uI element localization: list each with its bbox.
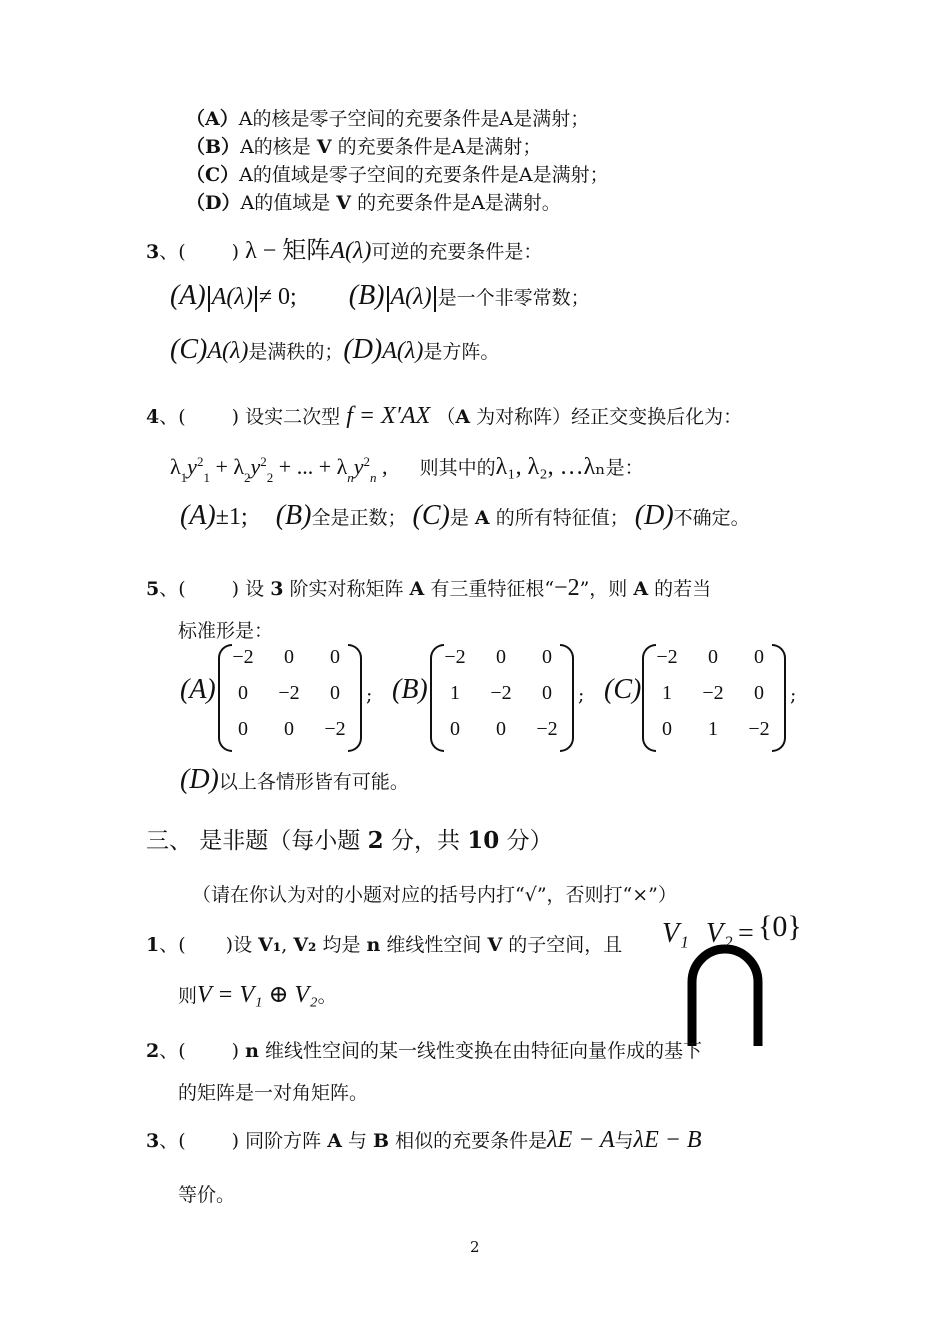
a-symbol: A <box>455 406 471 428</box>
stem-text: 设 <box>245 578 265 600</box>
stem-text: 与 <box>347 1130 367 1152</box>
option-text: 全是正数； <box>311 507 407 529</box>
option-tag: （A） <box>186 108 239 130</box>
option-text: A的值域是零子空间的充要条件是A是满射； <box>239 164 609 186</box>
stem-text: 与 <box>614 1130 634 1152</box>
stem-text: （ <box>436 406 456 428</box>
matrix-cell: 0 <box>496 646 506 668</box>
tf1-line2 <box>178 980 337 1009</box>
bracket-open: 、( <box>159 406 186 428</box>
period: 。 <box>317 985 337 1007</box>
option-text: 以上各情形皆有可能。 <box>218 771 409 793</box>
stem-text: ”，则 <box>579 578 628 600</box>
matrix-cell: 1 <box>708 718 718 740</box>
matrix-cell: 0 <box>330 646 340 668</box>
stem-text: 均是 <box>322 934 361 956</box>
cap-lhs: V₁ <box>662 918 689 949</box>
quadratic-form: f = X′AX <box>346 403 431 429</box>
option-text: A的核是 <box>240 136 311 158</box>
option-tag: (D) <box>634 500 674 531</box>
matrix-cell: 0 <box>330 682 340 704</box>
section-title-text: 三、 是非题（每小题 <box>146 828 368 854</box>
stem-text: 阶实对称矩阵 <box>289 578 404 600</box>
bracket-open: 、( <box>159 934 186 956</box>
v-symbol: V <box>336 192 352 214</box>
bracket-open: 、( <box>159 1040 186 1062</box>
option-tag: （D） <box>186 192 241 214</box>
bracket-close: ) <box>231 1040 240 1062</box>
char-matrix-a: λE − A <box>547 1127 615 1153</box>
equals-sign: = <box>738 918 754 949</box>
matrix-cell: 0 <box>708 646 718 668</box>
semicolon: ; <box>366 684 373 706</box>
stem-text: 设实二次型 <box>245 406 341 428</box>
matrix-symbol: A(λ) <box>211 284 253 310</box>
matrix-symbol: A(λ) <box>330 238 372 264</box>
matrix-cell: 0 <box>284 718 294 740</box>
option-text: A的核是零子空间的充要条件是A是满射； <box>238 108 590 130</box>
bracket-close: ) <box>231 1130 240 1152</box>
q4-options <box>180 500 750 532</box>
stem-text: 相似的充要条件是 <box>395 1130 548 1152</box>
n-symbol: n <box>245 1040 259 1062</box>
q5-stem <box>146 574 711 602</box>
stem-text: 维线性空间 <box>386 934 482 956</box>
matrix-cell: −2 <box>536 718 558 740</box>
option-text: 是一个非零常数； <box>437 287 590 309</box>
v-symbol: V <box>487 934 503 956</box>
q5-stem-line2: 标准形是： <box>178 620 274 642</box>
matrix-cell: −2 <box>490 682 512 704</box>
option-tag: (A) <box>170 280 206 311</box>
v-symbol: V <box>316 136 332 158</box>
matrix-cell: −2 <box>702 682 724 704</box>
det-bar-left <box>387 286 389 312</box>
option-tag: (C) <box>170 334 208 365</box>
tf2-stem <box>146 1036 702 1063</box>
matrix-cell: 0 <box>542 682 552 704</box>
option-text: 的所有特征值； <box>495 507 629 529</box>
zero-set: {0} <box>758 910 802 943</box>
lambda-matrix-label: λ − 矩阵 <box>245 238 331 264</box>
comma: , <box>281 934 288 956</box>
matrix-symbol: A(λ) <box>207 338 249 364</box>
bracket-close: ) <box>231 578 240 600</box>
bracket-close: ) <box>231 406 240 428</box>
question-number: 3 <box>146 241 160 263</box>
q2-option-d <box>186 188 561 215</box>
option-tag: (B) <box>348 280 385 311</box>
option-tag: (C) <box>412 500 450 531</box>
matrix-cell: 0 <box>754 646 764 668</box>
tf2-line2: 的矩阵是一对角矩阵。 <box>178 1082 369 1104</box>
q3-options-row1 <box>170 280 590 312</box>
b-symbol: B <box>373 1130 390 1152</box>
semicolon: ; <box>790 684 797 706</box>
v1-symbol: V₁ <box>258 934 282 956</box>
matrix-c <box>642 644 786 748</box>
matrix-cell: −2 <box>748 718 770 740</box>
bracket-close: ) <box>231 241 240 263</box>
question-number: 5 <box>146 578 160 600</box>
tf3-line2: 等价。 <box>178 1184 236 1206</box>
eigenvalue-list: λ₁, λ₂, …λₙ <box>495 454 606 480</box>
stem-text: 的若当 <box>654 578 712 600</box>
q3-stem <box>146 230 542 265</box>
n-symbol: n <box>366 934 381 956</box>
matrix-cell: −2 <box>278 682 300 704</box>
det-bar-right <box>255 286 257 312</box>
bracket-close: ) <box>225 934 234 956</box>
tf1-stem <box>146 930 622 957</box>
section-title-text: 分，共 <box>383 828 468 854</box>
option-text: ±1; <box>215 504 248 530</box>
bracket-open: 、( <box>159 578 186 600</box>
matrix-cell: 0 <box>496 718 506 740</box>
option-tag: (D) <box>343 334 383 365</box>
matrix-cell: 0 <box>284 646 294 668</box>
option-tag: (D) <box>180 764 219 795</box>
matrix-cell: −2 <box>324 718 346 740</box>
option-text: A的值域是 <box>240 192 331 214</box>
matrix-a <box>218 644 362 748</box>
a-symbol: A <box>633 578 649 600</box>
bracket-open: 、( <box>159 241 186 263</box>
a-symbol: A <box>409 578 425 600</box>
matrix-cell: −2 <box>656 646 678 668</box>
matrix-symbol: A(λ) <box>390 284 432 310</box>
q2-option-c <box>186 160 609 187</box>
det-bar-left <box>208 286 210 312</box>
char-matrix-b: λE − B <box>633 1127 702 1153</box>
tf3-stem <box>146 1126 702 1154</box>
matrix-cell: 0 <box>662 718 672 740</box>
section-title-text: 分） <box>499 828 553 854</box>
direct-sum-formula: V = V₁ ⊕ V₂ <box>197 982 318 1008</box>
a-symbol: A <box>474 507 490 529</box>
matrix-symbol: A(λ) <box>382 338 424 364</box>
stem-text: 则其中的 <box>419 457 496 479</box>
q2-option-b <box>186 132 541 159</box>
matrix-cell: −2 <box>444 646 466 668</box>
v2-symbol: V₂ <box>293 934 317 956</box>
matrix-cell: 0 <box>238 718 248 740</box>
question-number: 1 <box>146 934 160 956</box>
matrix-cell: 1 <box>662 682 672 704</box>
det-bar-right <box>434 286 436 312</box>
cap-rhs: V₂ <box>706 918 733 949</box>
stem-text: 同阶方阵 <box>245 1130 322 1152</box>
matrix-cell: 0 <box>450 718 460 740</box>
option-text: 的充要条件是A是满射； <box>337 136 542 158</box>
q4-stem <box>146 402 742 430</box>
intersection-icon <box>680 942 770 1046</box>
a-symbol: A <box>327 1130 342 1152</box>
stem-text: 是： <box>605 457 644 479</box>
option-tag: （C） <box>186 164 240 186</box>
points: 2 <box>367 827 384 854</box>
standard-form: $\lambda_1y^2_1 + \lambda_2y^2_2$ + ... + $\lambda_ny^2_n$ , <box>170 454 388 485</box>
q4-formula-line <box>170 452 644 486</box>
option-tag: （B） <box>186 136 241 158</box>
option-text: ≠ 0; <box>258 284 297 310</box>
section-instruction: （请在你认为对的小题对应的括号内打“√”，否则打“×”） <box>192 884 677 906</box>
page-number: 2 <box>470 1238 480 1256</box>
option-text: 的充要条件是A是满射。 <box>357 192 561 214</box>
stem-text: 则 <box>178 985 198 1007</box>
total-points: 10 <box>467 827 500 854</box>
option-tag-c: (C) <box>604 674 642 705</box>
matrix-cell: 0 <box>238 682 248 704</box>
option-tag: (A) <box>180 500 216 531</box>
option-tag-b: (B) <box>392 674 428 705</box>
stem-text: 设 <box>233 934 253 956</box>
question-number: 2 <box>146 1040 160 1062</box>
option-text: 是满秩的； <box>248 341 344 363</box>
stem-text: 维线性空间的某一线性变换在由特征向量作成的基下 <box>265 1040 703 1062</box>
option-tag: (B) <box>275 500 312 531</box>
stem-text: 的子空间，且 <box>508 934 623 956</box>
stem-text: 可逆的充要条件是： <box>371 241 543 263</box>
matrix-cell: −2 <box>232 646 254 668</box>
semicolon: ; <box>578 684 585 706</box>
matrix-b <box>430 644 574 748</box>
order-number: 3 <box>270 578 284 600</box>
question-number: 4 <box>146 406 160 428</box>
option-text: 不确定。 <box>673 507 750 529</box>
option-tag-a: (A) <box>180 674 216 705</box>
q5-option-d <box>180 764 409 796</box>
matrix-cell: 1 <box>450 682 460 704</box>
matrix-cell: 0 <box>754 682 764 704</box>
q2-option-a <box>186 104 589 131</box>
question-number: 3 <box>146 1130 160 1152</box>
stem-text: 有三重特征根“ <box>430 578 555 600</box>
q3-options-row2 <box>170 334 499 366</box>
stem-text: 为对称阵）经正交变换后化为： <box>470 406 743 428</box>
option-text: 是方阵。 <box>423 341 500 363</box>
matrix-cell: 0 <box>542 646 552 668</box>
option-text: 是 <box>449 507 469 529</box>
bracket-open: 、( <box>159 1130 186 1152</box>
eigen-root: −2 <box>554 575 580 601</box>
section-title <box>146 822 553 855</box>
